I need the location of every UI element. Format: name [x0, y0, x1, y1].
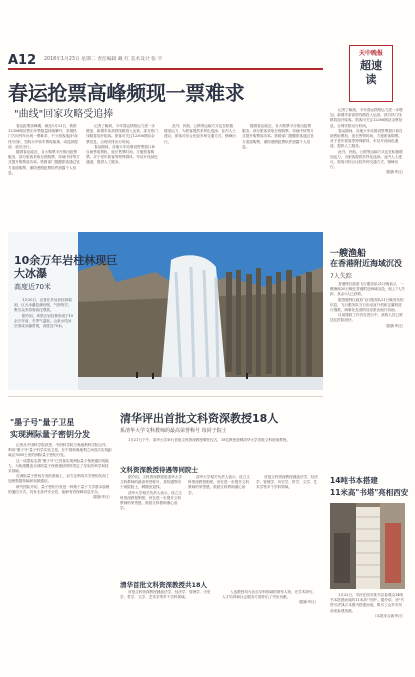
section-divider	[8, 396, 323, 397]
side-top-body	[330, 282, 405, 407]
lead-col-1	[8, 124, 80, 200]
quantum-paragraph: 记者从中国科学院获悉，中国科学院与奥地利科学院合作，利用"墨子号"量子科学实验卫星，在中国和奥地利之间首次实现距离达7600公里的洲际量子密钥分发。	[8, 443, 112, 458]
lead-subtitle: "曲线"回家攻略受追捧	[14, 109, 114, 120]
brand-name: 天中晚报	[358, 50, 383, 57]
lead-title: 春运抢票高峰频现一票难求	[8, 81, 245, 105]
photo-story	[8, 232, 323, 390]
header-rule	[8, 68, 323, 70]
books-title-2: 11米高"书塔"亮相西安	[330, 488, 409, 497]
lead-col-4	[242, 124, 314, 200]
tsinghua-lead	[120, 438, 318, 460]
side-top-subtitle: 在香港附近海域沉没	[330, 259, 402, 268]
quantum-paragraph: 这一成果标志着"墨子号"已具备实现洲际量子保密通信的能力，为构建覆盖全球的量子保密通信网络奠定了坚实的科学和技术基础。	[8, 458, 109, 474]
photo-caption-text: 1月20日，记者在多处岩柱林看到，巨大冰瀑挂满岩壁，气势恢宏，吸引众多游客前往观赏。	[14, 298, 72, 313]
tsinghua-col-3	[256, 475, 318, 575]
book-tower-image	[330, 503, 405, 589]
tsinghua-title: 清华评出首批文科资深教授18人	[120, 412, 279, 425]
brand-box	[349, 45, 393, 102]
books-caption-text: 1月22日，市民在西安某书店参观由14吨书本搭建而成的11米高"书塔"。据介绍，该"书塔"由约4万本图书搭建而成，吸引了众多市民前来参观拍照。	[330, 593, 404, 613]
side-top-paragraph: 目前搜救工作仍在进行中，获救人员已被送往医院治疗。	[330, 313, 403, 323]
lead-source: （据新华社）	[383, 170, 405, 175]
lead-paragraph: 随着春运临近，各大购票平台推出抢票服务，部分旅客采取分段购票、异地中转等方式提升购票成功率。铁路部门提醒旅客通过官方渠道购票，谨防虚假抢票软件泄露个人信息。	[8, 150, 80, 175]
tsinghua-paragraph: 清华大学相关负责人表示，设立文科资深教授制度，旨在进一步提升文科教师的荣誉感，鼓励文科教师潜心治学。	[188, 475, 250, 495]
tsinghua-paragraph: 入选教授均为各自学科领域的领军人物，在学术研究、人才培养和社会服务方面作出了突出贡献。	[222, 590, 317, 600]
tsinghua-paragraph: 首批文科资深教授涵盖法学、经济学、管理学、历史学、哲学、文学、艺术学等多个学科领域。	[120, 590, 211, 600]
lead-paragraph: 随着春运临近，各大购票平台推出抢票服务，部分旅客采取分段购票、异地中转等方式提升购票成功率。铁路部门提醒旅客通过官方渠道购票，谨防虚假抢票软件泄露个人信息。	[242, 124, 314, 149]
lead-col-5	[330, 108, 405, 226]
tsinghua-col-1	[120, 475, 182, 575]
header-meta: 2018年1月23日 星期二 责任编辑 戴 红 美术设计 张 宇	[44, 57, 163, 62]
side-top-subtitle-2: 7人失踪	[330, 273, 352, 280]
book-tower-photo	[330, 503, 405, 589]
photo-title: 10余万年岩柱林现巨大冰瀑	[14, 254, 118, 280]
side-top-title: 一艘渔船	[330, 249, 367, 259]
tsinghua-section-2: 清华首批文科资深教授共18人	[120, 581, 208, 589]
quantum-title-2: 实现洲际量子密钥分发	[10, 430, 90, 439]
lead-col-3	[164, 124, 236, 200]
books-title: 14吨书本搭建	[330, 476, 378, 485]
tsinghua-col-2	[188, 475, 250, 575]
lead-col-2	[86, 124, 158, 200]
lead-paragraph: 此外，民航、公路等运输方式也在积极增加运力，为旅客提供多样化选择。业内人士建议，旅客可综合比较多种交通方式，错峰出行。	[164, 124, 236, 144]
tsinghua-source: （据新华社）	[296, 600, 318, 605]
side-top-source: （据新华社）	[383, 323, 405, 328]
quantum-title: "墨子号"量子卫星	[10, 418, 75, 427]
lead-paragraph: 春运期间，各地火车站增设售票窗口和自助售取票机，延长售票时间，方便旅客购票。对于老年旅客等特殊群体，车站开设绿色通道，提供人工服务。	[330, 128, 403, 149]
quantum-body	[8, 443, 112, 651]
side-top-paragraph: 香港特区政府飞行服务队21日晚表示，一艘渔船20日晚在香港附近海域沉没，船上7人失踪，其余3人已获救。	[330, 282, 405, 297]
tsinghua-paragraph: 清华大学相关负责人表示，设立文科资深教授制度，旨在进一步提升文科教师的荣誉感，鼓励文科教师潜心治学。	[120, 490, 182, 511]
tsinghua-col-5	[222, 590, 318, 650]
books-caption	[330, 593, 405, 655]
tsinghua-paragraph: 首批文科资深教授涵盖法学、经济学、管理学、历史学、哲学、文学、艺术学等多个学科领域。	[256, 475, 318, 490]
page-number: A12	[8, 53, 37, 68]
photo-caption	[14, 298, 74, 384]
tsinghua-section-1: 文科资深教授待遇等同院士	[120, 466, 198, 474]
photo-caption-text: 据介绍，该景区岩柱林形成于10余万年前，冬季气温低，山泉水结冰后形成冰瀑景观，高度近70米。	[14, 313, 74, 329]
tsinghua-col-4	[120, 590, 215, 650]
photo-subtitle: 高度近70米	[14, 283, 51, 291]
side-top-paragraph: 据香港特区政府飞行服务队21日晚发布的信息，飞行服务队当日出动直升机和定翼机进行搜救，海事处及消防处亦派出船只协助。	[330, 297, 404, 313]
quantum-paragraph: 研究团队介绍，量子密钥分发是一种基于量子力学基本原理的通信方式，具有无条件安全性，能够有效保障信息安全。	[8, 484, 110, 494]
lead-paragraph: 此外，民航、公路等运输方式也在积极增加运力，为旅客提供多样化选择。业内人士建议，旅客可综合比较多种交通方式，错峰出行。	[330, 149, 403, 170]
quantum-source: （据新华社）	[90, 495, 112, 500]
section-name: 超速读	[360, 59, 382, 86]
books-source: （本报综合新华社）	[372, 613, 405, 618]
tsinghua-lead-paragraph: 1月21日下午，清华大学举行首批文科资深教授聘任仪式，18位教授获聘清华大学首批文科资深教授。	[128, 438, 290, 442]
quantum-paragraph: 在洲际量子密钥分发的基础上，双方还利用共享密钥实现了加密数据传输和视频通信。	[8, 474, 110, 484]
tsinghua-paragraph: 据介绍，文科资深教授是清华大学文科教师的最高荣誉称号，其待遇等同于两院院士，聘期至退休。	[120, 475, 182, 490]
tsinghua-subtitle: 系清华大学文科教师的最高荣誉称号 每同于院士	[120, 428, 227, 434]
lead-paragraph: 春运期间，各地火车站增设售票窗口和自助售取票机，延长售票时间，方便旅客购票。对于老年旅客等特殊群体，车站开设绿色通道，提供人工服务。	[86, 144, 158, 165]
lead-paragraph: 记者了解到，今年春运铁路运力进一步增加，新增多条高铁线路投入运营，部分热门线路将加开临客。旅客可关注12306网站余票信息，合理安排出行时间。	[330, 108, 403, 128]
lead-paragraph: 记者了解到，今年春运铁路运力进一步增加，新增多条高铁线路投入运营，部分热门线路将加开临客。旅客可关注12306网站余票信息，合理安排出行时间。	[86, 124, 158, 144]
lead-paragraph: 春运抢票高峰期，截至1月21日，铁路12306网站售出车票数量持续攀升，多趟热门方向列车出现一票难求，不少旅客选择"曲线"回家，先购买中转车票再换乘，或选择提前、延后出行。	[8, 124, 78, 149]
